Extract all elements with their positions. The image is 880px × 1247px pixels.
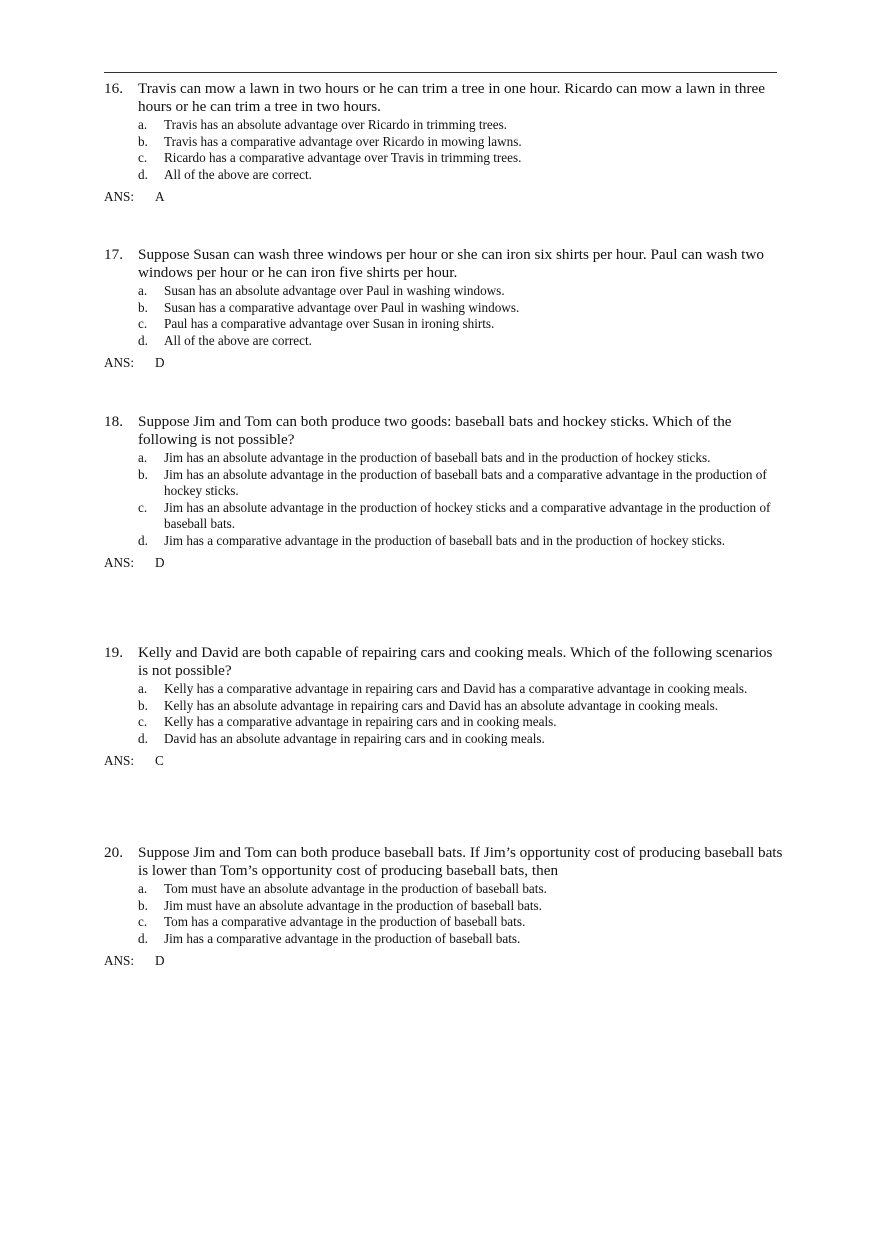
option-text: Kelly has a comparative advantage in repairing cars and David has a comparative advantage in cooking meals. (164, 681, 748, 696)
option-letter: b. (138, 897, 148, 913)
answer-value: D (155, 953, 165, 968)
option-letter: a. (138, 283, 148, 298)
question-16 (104, 80, 784, 205)
question-number: 16. (104, 80, 123, 97)
question-text: Suppose Jim and Tom can both produce two goods: baseball bats and hockey sticks. Which of the following is not possible? (138, 413, 732, 448)
option-text: Kelly has an absolute advantage in repairing cars and David has an absolute advantage in cooking meals. (164, 697, 719, 713)
option-letter: c. (138, 714, 148, 729)
option-text: Jim has an absolute advantage in the production of baseball bats and a comparative advantage in the production of hockey sticks. (164, 466, 767, 498)
option-c (138, 714, 784, 731)
option-text: Tom must have an absolute advantage in the production of baseball bats. (164, 881, 547, 896)
option-text: Jim has an absolute advantage in the production of baseball bats and in the production of hockey sticks. (164, 450, 711, 465)
option-text: Tom has a comparative advantage in the production of baseball bats. (164, 914, 526, 929)
question-text: Suppose Susan can wash three windows per hour or she can iron six shirts per hour. Paul can wash two windows per hour or he can iron five shirts per hour. (138, 246, 764, 281)
option-letter: d. (138, 532, 148, 548)
question-20 (104, 844, 784, 969)
question-text: Suppose Jim and Tom can both produce baseball bats. If Jim’s opportunity cost of producing baseball bats is lower than Tom’s opportunity cost of producing baseball bats, then (138, 844, 783, 879)
option-text: Travis has an absolute advantage over Ricardo in trimming trees. (164, 117, 508, 132)
answer-label: ANS: (104, 355, 135, 370)
answer-label: ANS: (104, 189, 135, 204)
option-text: Jim has a comparative advantage in the production of baseball bats and in the production of hockey sticks. (164, 532, 726, 548)
options-list (138, 681, 784, 747)
question-19 (104, 644, 784, 769)
option-b (138, 898, 784, 915)
question-number: 18. (104, 413, 123, 430)
option-b (138, 698, 784, 715)
option-letter: b. (138, 697, 148, 713)
option-c (138, 150, 784, 167)
answer-line (104, 555, 784, 571)
option-b (138, 300, 784, 317)
option-text: All of the above are correct. (164, 166, 312, 182)
answer-value: A (155, 189, 165, 204)
option-text: Susan has an absolute advantage over Paul in washing windows. (164, 283, 505, 298)
option-a (138, 681, 784, 698)
option-text: David has an absolute advantage in repairing cars and in cooking meals. (164, 730, 545, 746)
option-letter: d. (138, 332, 148, 348)
option-letter: d. (138, 166, 148, 182)
option-d (138, 167, 784, 184)
option-c (138, 316, 784, 333)
question-text: Travis can mow a lawn in two hours or he can trim a tree in one hour. Ricardo can mow a lawn in three hours or he can trim a tree in two hours. (138, 80, 766, 115)
option-b (138, 134, 784, 151)
option-d (138, 333, 784, 350)
option-text: Jim has an absolute advantage in the production of hockey sticks and a comparative advantage in the production of baseball bats. (164, 499, 771, 531)
option-letter: c. (138, 316, 148, 331)
option-letter: d. (138, 730, 148, 746)
options-list (138, 450, 784, 549)
options-list (138, 881, 784, 947)
options-list (138, 283, 784, 349)
question-17 (104, 246, 784, 371)
option-d (138, 931, 784, 948)
option-letter: d. (138, 930, 148, 946)
question-number: 19. (104, 644, 123, 661)
option-c (138, 914, 784, 931)
option-letter: c. (138, 150, 148, 165)
answer-label: ANS: (104, 555, 135, 570)
answer-label: ANS: (104, 953, 135, 968)
answer-value: D (155, 355, 165, 370)
option-text: Travis has a comparative advantage over Ricardo in mowing lawns. (164, 133, 522, 149)
option-a (138, 881, 784, 898)
option-text: Kelly has a comparative advantage in repairing cars and in cooking meals. (164, 714, 557, 729)
option-d (138, 533, 784, 550)
answer-line (104, 753, 784, 769)
header-rule (104, 72, 777, 73)
option-text: Susan has a comparative advantage over Paul in washing windows. (164, 299, 520, 315)
options-list (138, 117, 784, 183)
option-a (138, 117, 784, 134)
option-letter: b. (138, 133, 148, 149)
option-text: Paul has a comparative advantage over Susan in ironing shirts. (164, 316, 495, 331)
option-text: Jim must have an absolute advantage in the production of baseball bats. (164, 897, 542, 913)
option-b (138, 467, 784, 500)
question-number: 20. (104, 844, 123, 861)
option-text: Ricardo has a comparative advantage over Travis in trimming trees. (164, 150, 522, 165)
option-letter: b. (138, 299, 148, 315)
option-letter: c. (138, 914, 148, 929)
option-letter: a. (138, 881, 148, 896)
answer-line (104, 189, 784, 205)
option-letter: b. (138, 466, 148, 482)
answer-label: ANS: (104, 753, 135, 768)
answer-line (104, 953, 784, 969)
option-a (138, 283, 784, 300)
answer-value: C (155, 753, 164, 768)
answer-value: D (155, 555, 165, 570)
question-text: Kelly and David are both capable of repairing cars and cooking meals. Which of the following scenarios is not possible? (138, 644, 773, 679)
option-text: All of the above are correct. (164, 332, 312, 348)
option-letter: c. (138, 499, 148, 515)
option-text: Jim has a comparative advantage in the production of baseball bats. (164, 930, 521, 946)
option-letter: a. (138, 681, 148, 696)
option-c (138, 500, 784, 533)
question-number: 17. (104, 246, 123, 263)
answer-line (104, 355, 784, 371)
option-a (138, 450, 784, 467)
option-letter: a. (138, 117, 148, 132)
option-d (138, 731, 784, 748)
option-letter: a. (138, 450, 148, 465)
question-18 (104, 413, 784, 571)
